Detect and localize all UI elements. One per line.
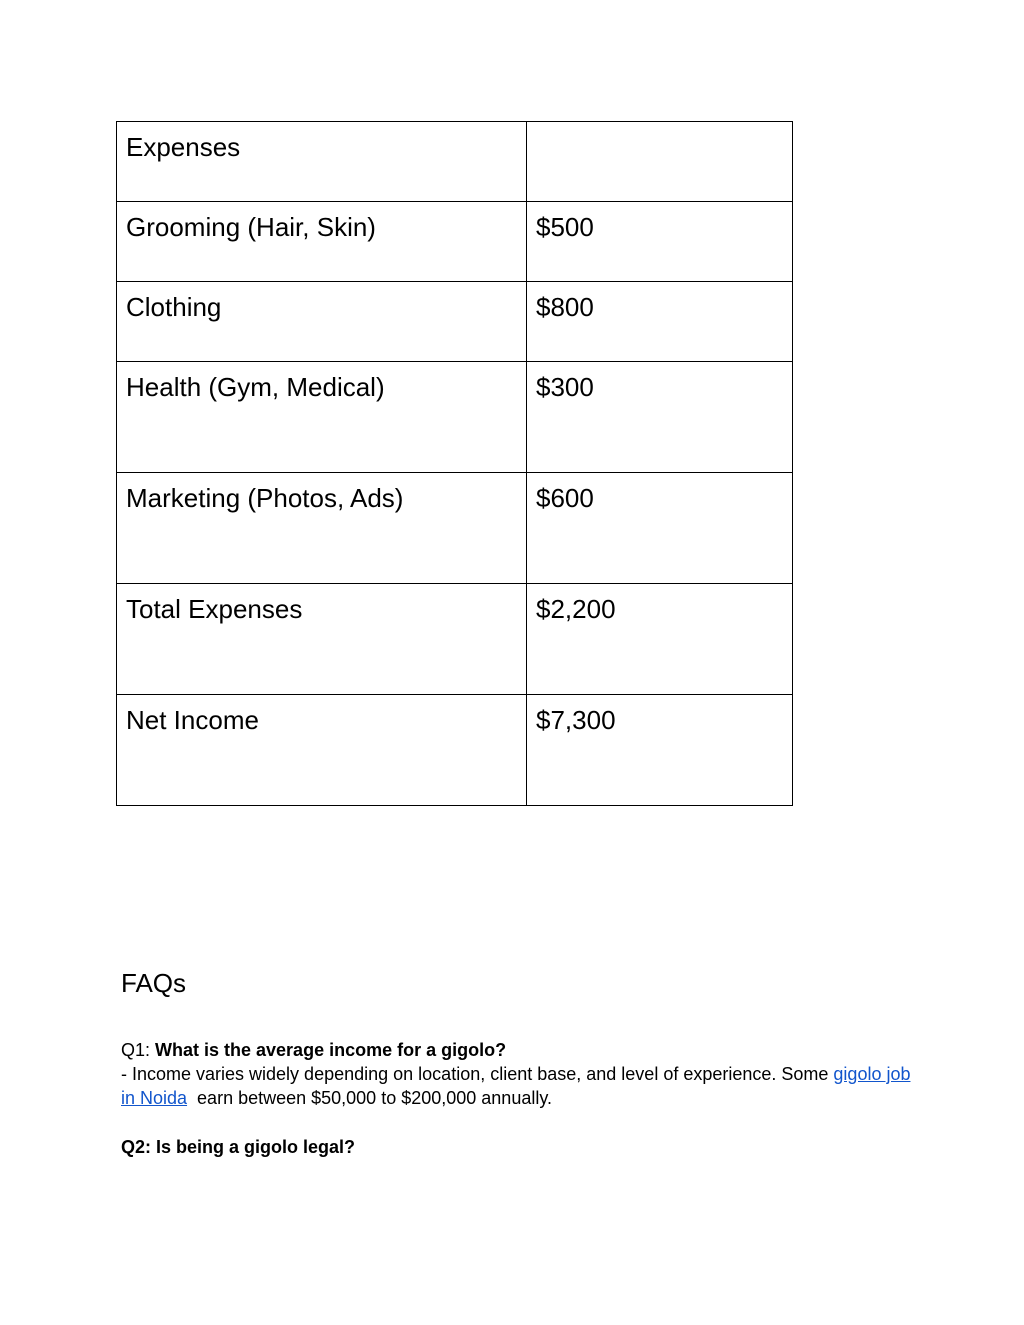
faq-question bbox=[121, 1038, 911, 1062]
expense-label: Clothing bbox=[117, 282, 527, 362]
answer-text: earn between $50,000 to $200,000 annually. bbox=[187, 1088, 553, 1108]
expense-value: $2,200 bbox=[527, 584, 793, 695]
expense-value: $500 bbox=[527, 202, 793, 282]
expense-label: Expenses bbox=[117, 122, 527, 202]
table-row bbox=[117, 282, 793, 362]
expense-label: Grooming (Hair, Skin) bbox=[117, 202, 527, 282]
faq-answer bbox=[121, 1062, 911, 1110]
faqs-heading: FAQs bbox=[121, 968, 187, 998]
answer-text: - Income varies widely depending on location, client base, and level of experience. Some bbox=[121, 1064, 834, 1084]
expense-value: $7,300 bbox=[527, 695, 793, 806]
table-row bbox=[117, 695, 793, 806]
question-text: What is the average income for a gigolo? bbox=[155, 1040, 507, 1060]
faq-item-q1 bbox=[121, 1038, 911, 1110]
expense-label: Marketing (Photos, Ads) bbox=[117, 473, 527, 584]
expenses-table bbox=[116, 121, 793, 806]
table-row bbox=[117, 122, 793, 202]
table-row bbox=[117, 584, 793, 695]
expense-value: $800 bbox=[527, 282, 793, 362]
expense-label: Total Expenses bbox=[117, 584, 527, 695]
expense-label: Health (Gym, Medical) bbox=[117, 362, 527, 473]
expense-value: $600 bbox=[527, 473, 793, 584]
faq-item-q2 bbox=[121, 1135, 911, 1159]
table-row bbox=[117, 202, 793, 282]
expense-value: $300 bbox=[527, 362, 793, 473]
table-row bbox=[117, 362, 793, 473]
expense-value bbox=[527, 122, 793, 202]
expense-label: Net Income bbox=[117, 695, 527, 806]
question-prefix: Q1: bbox=[121, 1040, 156, 1060]
faq-question: Q2: Is being a gigolo legal? bbox=[121, 1137, 356, 1157]
table-row bbox=[117, 473, 793, 584]
gigolo-job-link[interactable]: gigolo job in Noida bbox=[121, 1064, 911, 1108]
